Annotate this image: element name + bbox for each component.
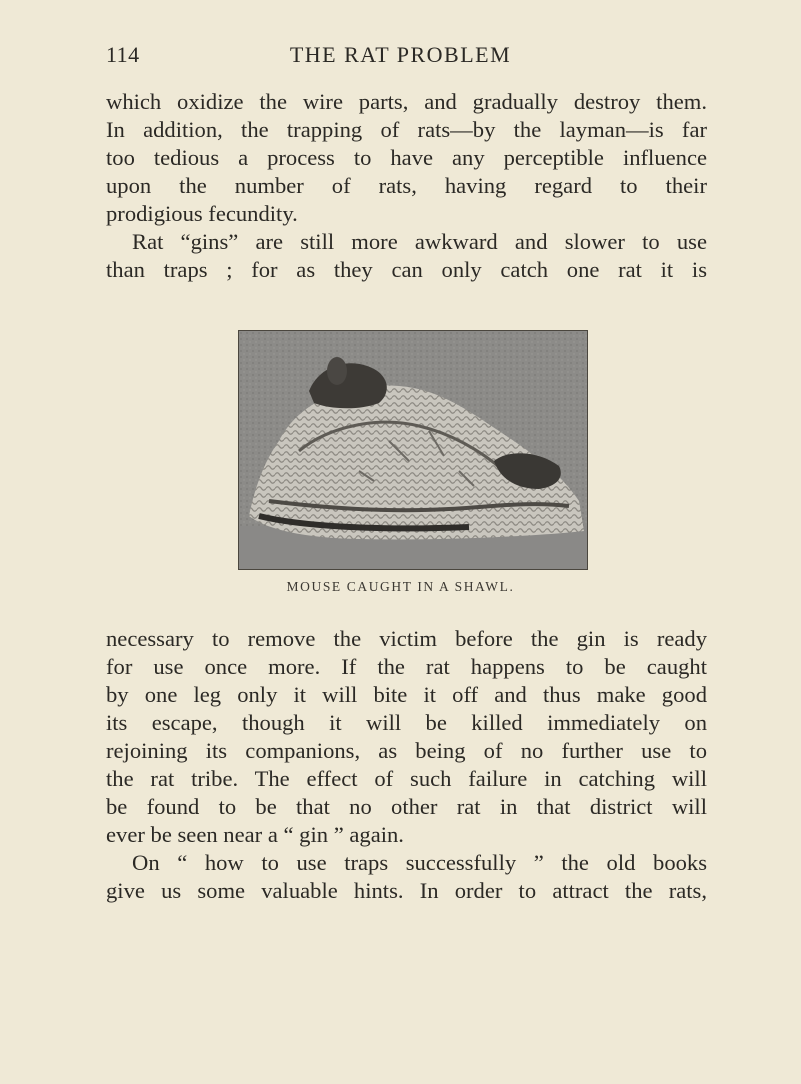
text-line: Rat “gins” are still more awkward and slower to use bbox=[132, 229, 707, 254]
text-line: its escape, though it will be killed immediately on bbox=[106, 710, 707, 735]
text-line: the rat tribe. The effect of such failure in catching will bbox=[106, 766, 707, 791]
running-title: THE RAT PROBLEM bbox=[289, 42, 512, 67]
text-line: On “ how to use traps successfully ” the old books bbox=[132, 850, 707, 875]
text-line: for use once more. If the rat happens to be caught bbox=[106, 654, 707, 679]
text-block-top bbox=[106, 88, 707, 284]
text-line: too tedious a process to have any perceptible influence bbox=[106, 145, 707, 170]
text-line: be found to be that no other rat in that district will bbox=[106, 794, 707, 819]
text-line: upon the number of rats, having regard to their bbox=[106, 173, 707, 198]
text-line: than traps ; for as they can only catch one rat it is bbox=[106, 257, 707, 282]
text-line: ever be seen near a “ gin ” again. bbox=[106, 822, 404, 847]
text-line: prodigious fecundity. bbox=[106, 201, 298, 226]
text-line: In addition, the trapping of rats—by the layman—is far bbox=[106, 117, 707, 142]
text-line: by one leg only it will bite it off and thus make good bbox=[106, 682, 707, 707]
figure-photo bbox=[238, 330, 588, 570]
text-line: which oxidize the wire parts, and gradually destroy them. bbox=[106, 89, 707, 114]
text-line: necessary to remove the victim before the gin is ready bbox=[106, 626, 707, 651]
mouse-shawl-photo bbox=[239, 331, 587, 569]
text-block-bottom bbox=[106, 625, 707, 905]
page-number: 114 bbox=[106, 42, 140, 67]
figure-caption: MOUSE CAUGHT IN A SHAWL. bbox=[286, 579, 515, 594]
text-line: give us some valuable hints. In order to attract the rats, bbox=[106, 878, 707, 903]
text-line: rejoining its companions, as being of no further use to bbox=[106, 738, 707, 763]
